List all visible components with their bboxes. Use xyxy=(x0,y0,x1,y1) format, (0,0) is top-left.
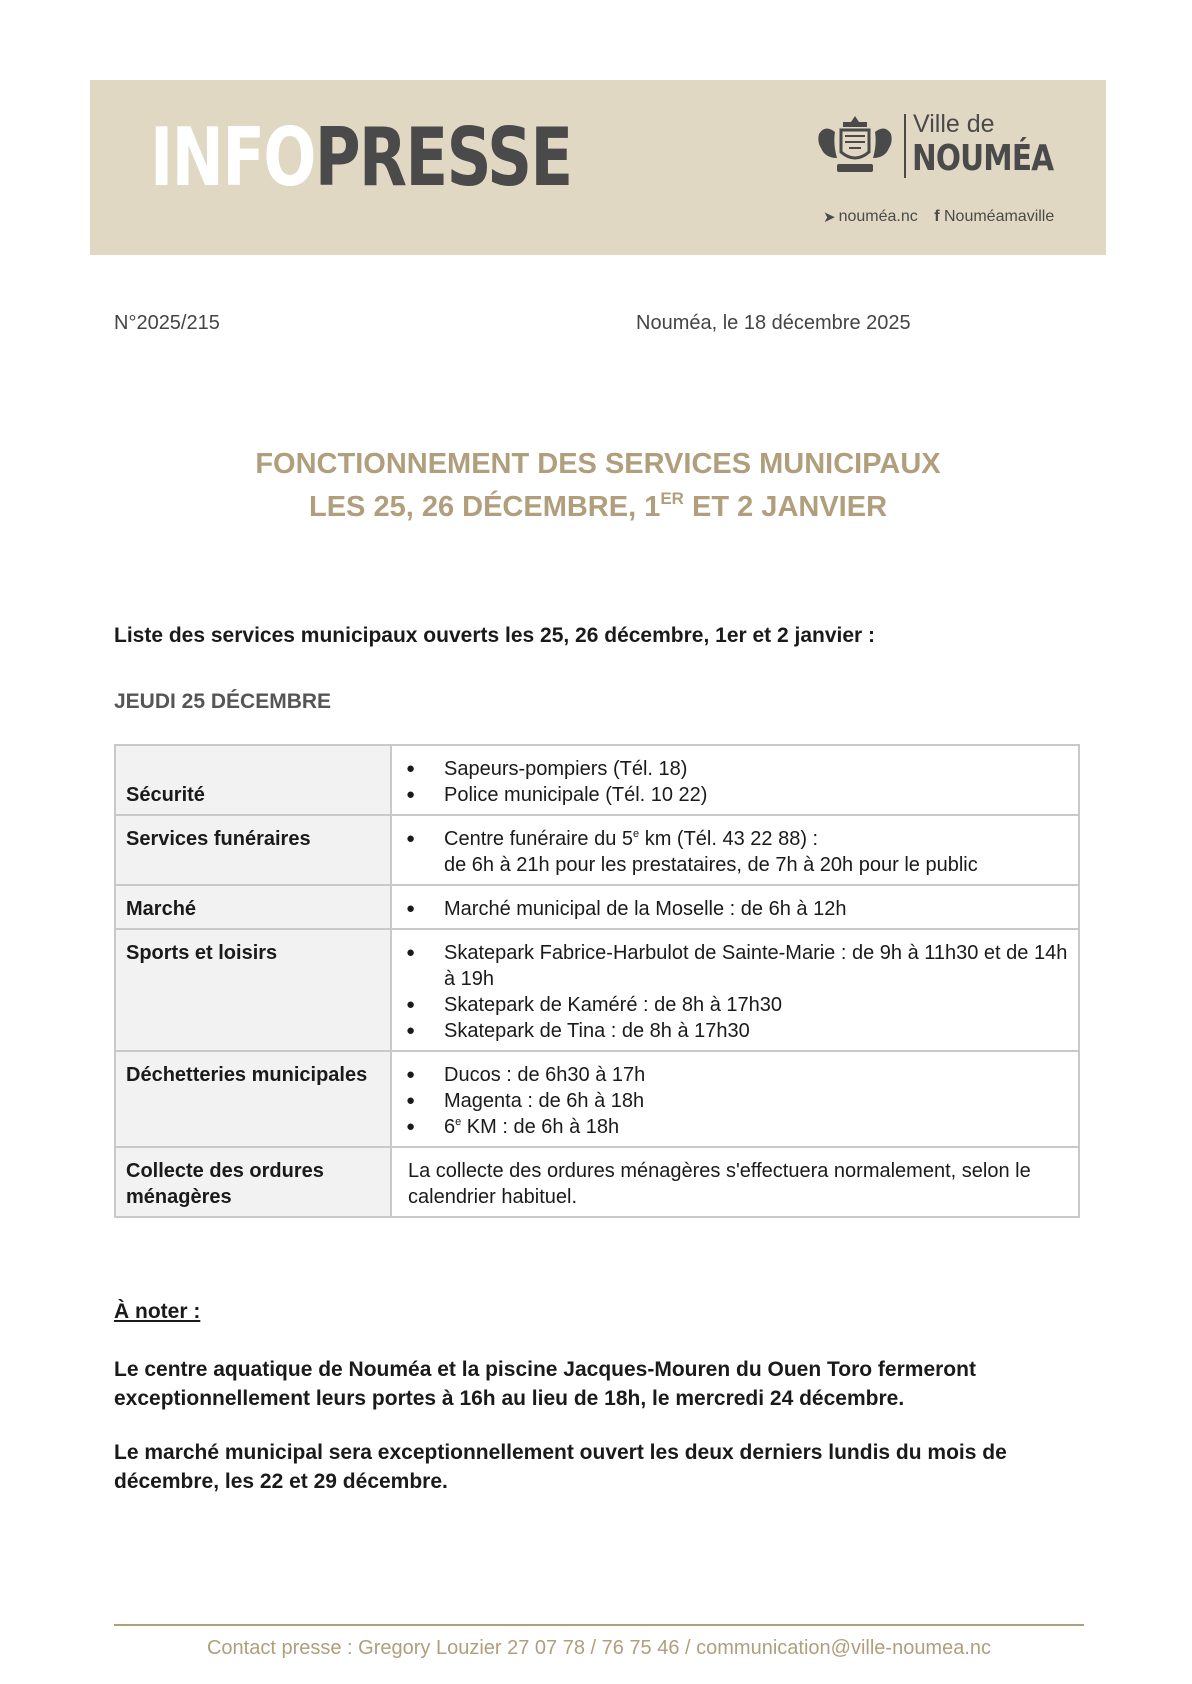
infopresse-logo: INFOPRESSE xyxy=(150,111,572,204)
service-details xyxy=(391,815,1079,885)
list-item: ● Police municipale (Tél. 10 22) xyxy=(402,782,1068,808)
service-details xyxy=(391,1051,1079,1147)
note-paragraph-2: Le marché municipal sera exceptionnellement ouvert les deux derniers lundis du mois de décembre, les 22 et 29 décembre. xyxy=(114,1441,1007,1493)
day-heading: JEUDI 25 DÉCEMBRE xyxy=(114,690,332,713)
collecte-text: La collecte des ordures ménagères s'effectuera normalement, selon le calendrier habituel. xyxy=(408,1160,1031,1208)
footer-divider xyxy=(114,1624,1084,1626)
list-item: ● Marché municipal de la Moselle : de 6h à 12h xyxy=(402,896,1068,922)
table-row xyxy=(115,885,1079,929)
service-details xyxy=(391,745,1079,815)
service-label: Marché xyxy=(115,885,391,929)
social-links xyxy=(823,208,1054,226)
service-details xyxy=(391,1147,1079,1217)
footer-contact: Contact presse : Gregory Louzier 27 07 78 / 76 75 46 / communication@ville-noumea.nc xyxy=(206,1637,992,1659)
list-item: ● Skatepark Fabrice-Harbulot de Sainte-Marie : de 9h à 11h30 et de 14h à 19h xyxy=(402,940,1068,992)
service-label: Sports et loisirs xyxy=(115,929,391,1051)
service-details xyxy=(391,885,1079,929)
page-title xyxy=(90,443,1106,529)
service-label: Collecte des ordures ménagères xyxy=(115,1147,391,1217)
note-heading: À noter : xyxy=(114,1300,201,1323)
table-row xyxy=(115,815,1079,885)
service-label: Sécurité xyxy=(115,745,391,815)
list-item: ● Centre funéraire du 5e km (Tél. 43 22 88) : de 6h à 21h pour les prestataires, de 7h à 20h pour le public xyxy=(402,826,1068,878)
intro-text: Liste des services municipaux ouverts les 25, 26 décembre, 1er et 2 janvier : xyxy=(114,624,876,647)
title-line-1: FONCTIONNEMENT DES SERVICES MUNICIPAUX xyxy=(255,448,941,480)
list-item: ● Skatepark de Tina : de 8h à 17h30 xyxy=(402,1018,1068,1044)
service-label: Services funéraires xyxy=(115,815,391,885)
note-paragraph-1: Le centre aquatique de Nouméa et la piscine Jacques-Mouren du Ouen Toro fermeront exceptionnellement leurs portes à 16h au lieu de 18h, le mercredi 24 décembre. xyxy=(114,1358,976,1410)
list-item: ● Magenta : de 6h à 18h xyxy=(402,1088,1068,1114)
facebook-icon: f xyxy=(934,208,940,225)
title-line-2: LES 25, 26 DÉCEMBRE, 1ER ET 2 JANVIER xyxy=(308,489,888,523)
table-row xyxy=(115,1051,1079,1147)
press-release-date: Nouméa, le 18 décembre 2025 xyxy=(636,312,911,334)
header-banner xyxy=(90,80,1106,255)
service-label: Déchetteries municipales xyxy=(115,1051,391,1147)
list-item: ● Sapeurs-pompiers (Tél. 18) xyxy=(402,756,1068,782)
facebook-link[interactable]: Nouméamaville xyxy=(943,208,1055,225)
send-arrow-icon: ➤ xyxy=(823,209,836,226)
press-release-number: N°2025/215 xyxy=(114,312,220,334)
table-row xyxy=(115,929,1079,1051)
website-link[interactable]: nouméa.nc xyxy=(838,208,918,225)
list-item: ● Ducos : de 6h30 à 17h xyxy=(402,1062,1068,1088)
list-item: ● Skatepark de Kaméré : de 8h à 17h30 xyxy=(402,992,1068,1018)
logo-divider xyxy=(904,114,906,178)
services-table xyxy=(114,744,1080,1218)
table-row xyxy=(115,1147,1079,1217)
table-row xyxy=(115,745,1079,815)
city-crest-icon xyxy=(815,114,895,180)
list-item: ● 6e KM : de 6h à 18h xyxy=(402,1114,1068,1140)
service-details xyxy=(391,929,1079,1051)
ville-noumea-logo: Ville de NOUMÉA ➤ nouméa.nc f Nouméamaville xyxy=(815,110,1055,200)
